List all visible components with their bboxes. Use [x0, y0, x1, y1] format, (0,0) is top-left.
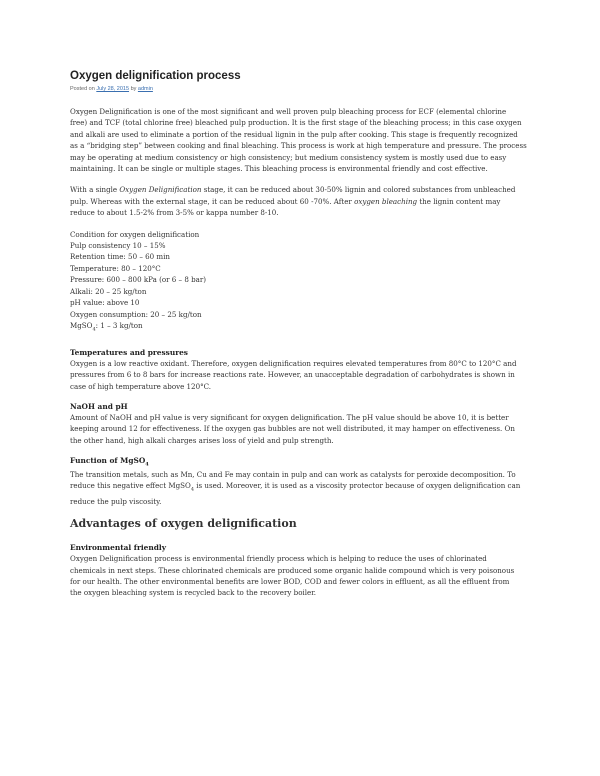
posted-on-label: Posted on: [70, 86, 95, 92]
temperatures-line: pressures from 6 to 8 bars for increase reactions rate. However, an unacceptable degradation of carbohydrates is shown in: [70, 370, 515, 380]
environmental-heading: Environmental friendly: [70, 543, 167, 553]
post-date-link[interactable]: July 28, 2015: [96, 86, 130, 92]
naoh-line: Amount of NaOH and pH value is very significant for oxygen delignification. The pH value should be above 10, it is better: [70, 412, 509, 422]
intro-paragraph: [70, 106, 530, 174]
conditions-heading: Condition for oxygen delignification: [70, 229, 200, 239]
mgso-paragraph: [70, 469, 530, 508]
mgso-heading: Function of MgSO$_4$: [70, 456, 149, 468]
intro-line: free) and TCF (total chlorine free) bleached pulp production. It is the first stage of the bleaching process; in this case oxygen: [70, 118, 522, 128]
condition-item: Oxygen consumption: 20 – 25 kg/ton: [70, 309, 202, 319]
single-stage-line: With a single Oxygen Delignification stage, it can be reduced about 30-50% lignin and colored substances from unbleached: [70, 185, 516, 195]
naoh-line: keeping around 12 for effectiveness. If the oxygen gas bubbles are not well distributed, it may hamper on effectiveness. On: [70, 424, 515, 434]
condition-item: Retention time: 50 – 60 min: [70, 252, 170, 262]
environmental-line: for our health. The other environmental benefits are lower BOD, COD and fewer colors in effluent, as all the effluent from: [70, 577, 510, 587]
condition-item: pH value: above 10: [70, 298, 140, 308]
condition-item: Alkali: 20 – 25 kg/ton: [70, 286, 147, 296]
post-title: Oxygen delignification process: [70, 70, 241, 82]
intro-line: and alkali are used to eliminate a portion of the residual lignin in the pulp after cooking. This stage is frequently recognized: [70, 129, 518, 139]
single-stage-line: pulp. Whereas with the external stage, it can be reduced about 60 -70%. After oxygen bleaching the lignin content may: [70, 196, 501, 206]
temperatures-line: Oxygen is a low reactive oxidant. Therefore, oxygen delignification requires elevated temperatures from 80°C to 120°C and: [70, 358, 517, 368]
naoh-line: the other hand, high alkali charges arises loss of yield and pulp strength.: [70, 435, 334, 445]
by-label: by: [130, 86, 137, 92]
single-stage-line: reduce to about 1.5-2% from 3-5% or kappa number 8-10.: [70, 208, 279, 218]
advantages-heading: Advantages of oxygen delignification: [70, 517, 297, 531]
environmental-line: chemicals in next steps. These chlorinated chemicals are produced some organic halide compound which is very poisonous: [70, 565, 515, 575]
intro-line: Oxygen Delignification is one of the most significant and well proven pulp bleaching process for ECF (elemental chlorine: [70, 107, 507, 116]
conditions-list: [70, 229, 530, 336]
intro-line: maintaining. It can be single or multiple stages. This bleaching process is environmental friendly and cost effective.: [70, 164, 488, 174]
condition-item: Temperature: 80 – 120°C: [70, 263, 161, 273]
mgso-line: reduce the pulp viscosity.: [70, 496, 162, 506]
temperatures-line: case of high temperature above 120°C.: [70, 381, 212, 391]
article: [70, 70, 530, 609]
condition-item: Pressure: 600 – 800 kPa (or 6 – 8 bar): [70, 275, 207, 285]
environmental-line: the oxygen bleaching system is recycled back to the recovery boiler.: [70, 588, 317, 598]
intro-line: as a “bridging step” between cooking and final bleaching. This process is work at high temperature and pressure. The process: [70, 141, 527, 151]
mgso-line: reduce this negative effect MgSO$_4$ is used. Moreover, it is used as a viscosity protector because of oxygen delignification can: [70, 481, 521, 493]
condition-item: MgSO$_4$: 1 – 3 kg/ton: [70, 320, 143, 333]
environmental-paragraph: [70, 553, 530, 599]
temperatures-paragraph: [70, 358, 530, 392]
intro-line: may be operating at medium consistency or high consistency; but medium consistency system is mostly used due to easy: [70, 152, 507, 162]
author-link[interactable]: admin: [137, 86, 153, 92]
naoh-paragraph: [70, 412, 530, 446]
temperatures-heading: Temperatures and pressures: [70, 347, 188, 357]
condition-item: Pulp consistency 10 – 15%: [70, 241, 166, 251]
post-meta: [70, 86, 530, 92]
single-stage-paragraph: [70, 184, 530, 218]
mgso-line: The transition metals, such as Mn, Cu and Fe may contain in pulp and can work as catalysts for peroxide decomposition. To: [70, 469, 516, 479]
environmental-line: Oxygen Delignification process is environmental friendly process which is helping to reduce the uses of chlorinated: [70, 554, 487, 564]
naoh-heading: NaOH and pH: [70, 401, 128, 411]
